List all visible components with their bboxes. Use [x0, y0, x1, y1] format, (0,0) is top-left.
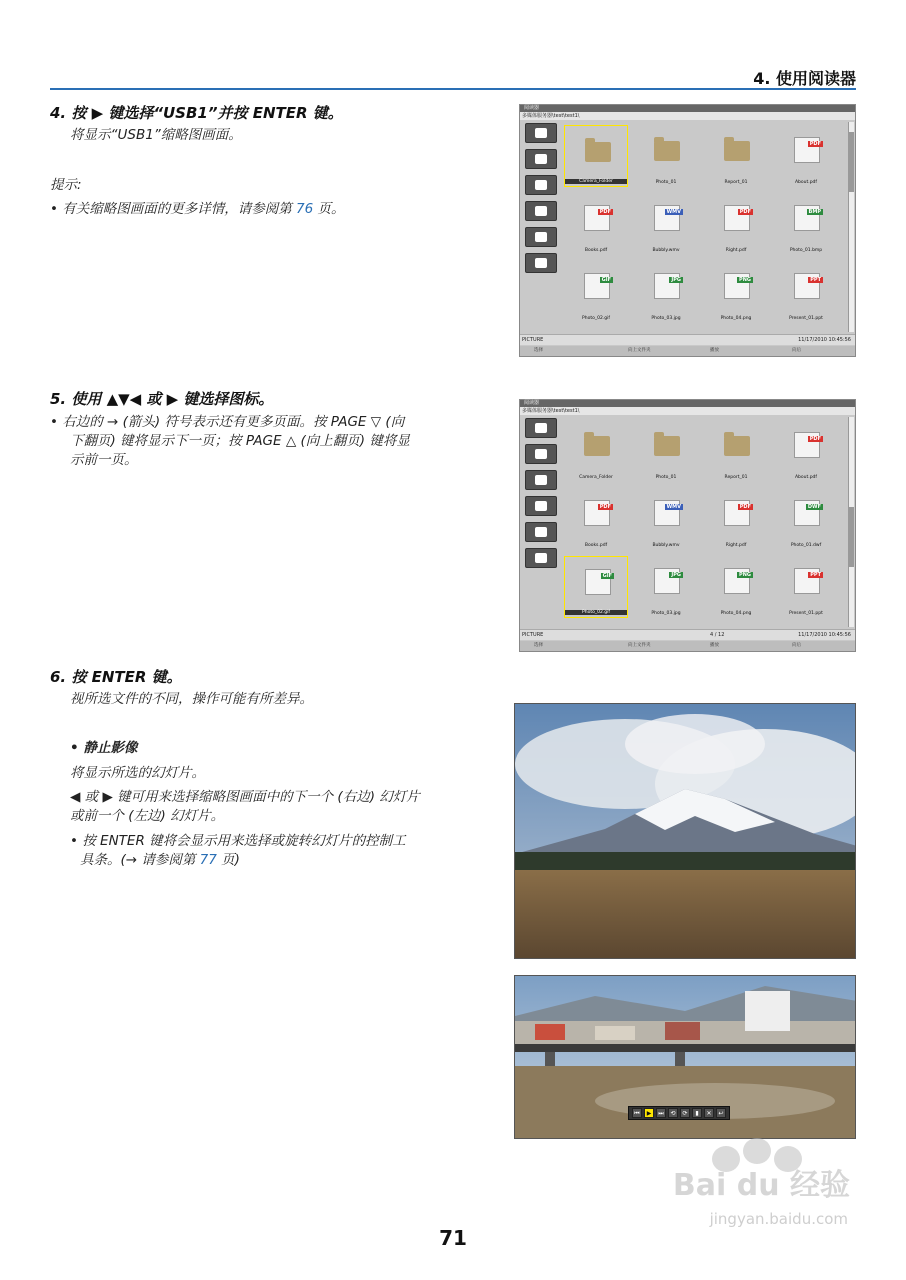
thumbnail-item[interactable] — [564, 261, 628, 323]
png-file-icon — [724, 568, 750, 594]
thumbnail-item[interactable] — [634, 261, 698, 323]
key-guide-3: 播放 — [710, 643, 719, 648]
folder-icon — [724, 141, 750, 161]
thumbnail-label: Bubbly.wmv — [652, 543, 680, 548]
scrollbar-thumb[interactable] — [849, 132, 854, 192]
file-type-tag: GIF — [602, 573, 612, 579]
slide-setting-icon[interactable] — [525, 470, 557, 490]
ppt-file-icon — [794, 568, 820, 594]
step4-desc: 将显示“USB1”缩略图画面。 — [70, 127, 242, 143]
scrollbar[interactable] — [848, 417, 854, 627]
thumbnail-label: About.pdf — [794, 475, 818, 480]
key-guide — [520, 641, 855, 651]
thumbnail-item[interactable] — [564, 420, 628, 482]
step5-bullet-line3: 示前一页。 — [70, 452, 138, 468]
thumbnail-icon[interactable] — [525, 444, 557, 464]
slideshow-control-toolbar — [628, 1106, 730, 1120]
viewer-sidebar — [522, 123, 560, 279]
thumbnail-item[interactable] — [704, 420, 768, 482]
thumbnail-item[interactable] — [774, 556, 838, 618]
pdf-file-icon — [584, 205, 610, 231]
town-photo — [514, 975, 856, 1139]
thumbnail-grid — [564, 125, 845, 332]
status-type: PICTURE — [522, 337, 544, 343]
thumbnail-label: Camera_Folder — [565, 179, 627, 184]
thumbnail-item[interactable] — [634, 488, 698, 550]
page-number: 71 — [439, 1226, 467, 1250]
pdf-file-icon — [584, 500, 610, 526]
viewer-path: 多媒体服务器\test\test1\ — [520, 407, 855, 415]
key-guide-4: 向后 — [792, 643, 801, 648]
watermark-url: jingyan.baidu.com — [709, 1210, 848, 1228]
file-type-tag: WMV — [666, 209, 681, 215]
dwf-file-icon — [794, 500, 820, 526]
thumbnail-item[interactable] — [564, 125, 628, 187]
scrollbar-thumb[interactable] — [849, 507, 854, 567]
status-bar — [520, 334, 855, 345]
system-setting-icon[interactable] — [525, 253, 557, 273]
thumbnail-label: Books.pdf — [584, 543, 608, 548]
toolbar-button[interactable]: ⟲ — [668, 1108, 678, 1118]
thumbnail-label: Present_01.ppt — [789, 316, 823, 321]
thumbnail-item[interactable] — [634, 193, 698, 255]
file-type-tag: JPG — [671, 277, 681, 283]
wmv-file-icon — [654, 205, 680, 231]
thumbnail-item[interactable] — [564, 488, 628, 550]
thumbnail-grid — [564, 420, 845, 627]
nav-line1: ◀ 或 ▶ 键可用来选择缩略图画面中的下一个 (右边) 幻灯片 — [70, 789, 420, 805]
file-type-tag: PDF — [599, 209, 611, 215]
thumbnail-item[interactable] — [774, 488, 838, 550]
folder-icon — [584, 436, 610, 456]
watermark-brand: Bai du 经验 — [672, 1168, 850, 1203]
status-timestamp: 11/17/2010 10:45:56 — [798, 632, 851, 638]
mountain-photo — [514, 703, 856, 959]
drive-list-icon[interactable] — [525, 496, 557, 516]
gif-file-icon — [585, 569, 611, 595]
toolbar-button[interactable]: ↩ — [716, 1108, 726, 1118]
nav-line2: 或前一个 (左边) 幻灯片。 — [70, 808, 225, 824]
tip-text-a: • 有关缩略图画面的更多详情，请参阅第 — [50, 201, 297, 217]
tip-label: 提示: — [50, 177, 82, 193]
toolbar-button[interactable]: ▮ — [692, 1108, 702, 1118]
viewer-sidebar — [522, 418, 560, 574]
tip-page-link[interactable]: 76 — [296, 201, 314, 217]
thumbnail-item[interactable] — [704, 261, 768, 323]
scrollbar[interactable] — [848, 122, 854, 332]
thumbnail-label: Photo_01.dwf — [790, 543, 822, 548]
thumbnail-item[interactable] — [704, 125, 768, 187]
thumbnail-item[interactable] — [634, 420, 698, 482]
chapter-title: 4. 使用阅读器 — [753, 69, 856, 88]
thumbnail-label: Right.pdf — [725, 543, 747, 548]
step5-heading: 5. 使用 ▲▼◀ 或 ▶ 键选择图标。 — [50, 390, 274, 408]
thumbnail-item[interactable] — [774, 193, 838, 255]
thumbnail-icon[interactable] — [525, 149, 557, 169]
status-type: PICTURE — [522, 632, 544, 638]
options-icon[interactable] — [525, 522, 557, 542]
bmp-file-icon — [794, 205, 820, 231]
pdf-file-icon — [724, 205, 750, 231]
toolbar-button[interactable]: ▶ — [644, 1108, 654, 1118]
key-guide-2: 向上文件夹 — [628, 643, 651, 648]
toolbar-button[interactable]: ⏭ — [656, 1108, 666, 1118]
toolbar-button[interactable]: ⏮ — [632, 1108, 642, 1118]
usb-icon[interactable] — [525, 123, 557, 143]
header-divider — [50, 88, 856, 90]
thumbnail-label: Photo_01 — [655, 475, 677, 480]
thumbnail-item[interactable] — [704, 556, 768, 618]
file-type-tag: BMP — [808, 209, 821, 215]
pdf-file-icon — [794, 137, 820, 163]
tip-text-b: 页。 — [313, 201, 345, 217]
viewer-title: 阅读器 — [520, 400, 855, 407]
thumbnail-item[interactable] — [774, 125, 838, 187]
file-type-tag: PPT — [810, 277, 821, 283]
thumbnail-item[interactable] — [704, 488, 768, 550]
thumbnail-label: Photo_01.bmp — [789, 248, 823, 253]
file-type-tag: PNG — [739, 277, 751, 283]
viewer-path: 多媒体服务器\test\test1\ — [520, 112, 855, 120]
wmv-file-icon — [654, 500, 680, 526]
key-guide-4: 向后 — [792, 348, 801, 353]
still-image-heading: • 静止影像 — [70, 740, 138, 756]
file-type-tag: WMV — [666, 504, 681, 510]
folder-icon — [724, 436, 750, 456]
thumbnail-label: Present_01.ppt — [789, 611, 823, 616]
thumbnail-label: About.pdf — [794, 180, 818, 185]
slide-setting-icon[interactable] — [525, 175, 557, 195]
folder-icon — [654, 436, 680, 456]
enter-line2 — [80, 851, 240, 870]
viewer-screenshot-1 — [519, 104, 856, 357]
thumbnail-label: Report_01 — [724, 180, 748, 185]
file-type-tag: PPT — [810, 572, 821, 578]
status-timestamp: 11/17/2010 10:45:56 — [798, 337, 851, 343]
thumbnail-label: Photo_02.gif — [565, 610, 627, 615]
thumbnail-item[interactable] — [564, 193, 628, 255]
thumbnail-item[interactable] — [774, 420, 838, 482]
viewer-screenshot-2 — [519, 399, 856, 652]
thumbnail-item[interactable] — [774, 261, 838, 323]
file-type-tag: PDF — [809, 141, 821, 147]
thumbnail-item[interactable] — [704, 193, 768, 255]
drive-list-icon[interactable] — [525, 201, 557, 221]
thumbnail-label: Report_01 — [724, 475, 748, 480]
key-guide — [520, 346, 855, 356]
enter-line2-a: 具条。(→ 请参阅第 — [80, 852, 200, 868]
key-guide-2: 向上文件夹 — [628, 348, 651, 353]
file-type-tag: PNG — [739, 572, 751, 578]
thumbnail-label: Photo_01 — [655, 180, 677, 185]
pdf-file-icon — [794, 432, 820, 458]
file-type-tag: PDF — [809, 436, 821, 442]
enter-line2-b: 页) — [216, 852, 240, 868]
file-type-tag: JPG — [671, 572, 681, 578]
folder-icon — [585, 142, 611, 162]
step4-heading: 4. 按 ▶ 键选择“USB1”并按 ENTER 键。 — [50, 104, 343, 122]
thumbnail-label: Photo_04.png — [720, 316, 752, 321]
thumbnail-label: Photo_03.jpg — [651, 611, 681, 616]
ppt-file-icon — [794, 273, 820, 299]
toolbar-button[interactable]: ⟳ — [680, 1108, 690, 1118]
step5-bullet-line1: • 右边的 → (箭头) 符号表示还有更多页面。按 PAGE ▽ (向 — [50, 414, 405, 430]
thumbnail-label: Books.pdf — [584, 248, 608, 253]
options-icon[interactable] — [525, 227, 557, 247]
thumbnail-label: Right.pdf — [725, 248, 747, 253]
file-type-tag: PDF — [739, 504, 751, 510]
thumbnail-label: Photo_03.jpg — [651, 316, 681, 321]
usb-icon[interactable] — [525, 418, 557, 438]
thumbnail-item[interactable] — [564, 556, 628, 618]
step6-desc: 视所选文件的不同，操作可能有所差异。 — [70, 691, 313, 707]
jpg-file-icon — [654, 273, 680, 299]
file-type-tag: PDF — [739, 209, 751, 215]
thumbnail-item[interactable] — [634, 125, 698, 187]
pdf-file-icon — [724, 500, 750, 526]
file-type-tag: DWF — [807, 504, 821, 510]
folder-icon — [654, 141, 680, 161]
enter-page-link[interactable]: 77 — [199, 852, 217, 868]
enter-line1: • 按 ENTER 键将会显示用来选择或旋转幻灯片的控制工 — [70, 833, 406, 849]
key-guide-1: 选择 — [534, 348, 543, 353]
still-image-desc: 将显示所选的幻灯片。 — [70, 765, 205, 781]
key-guide-1: 选择 — [534, 643, 543, 648]
thumbnail-item[interactable] — [634, 556, 698, 618]
mountain-photo-image — [515, 704, 856, 959]
step6-heading: 6. 按 ENTER 键。 — [50, 668, 182, 686]
toolbar-button[interactable]: ✕ — [704, 1108, 714, 1118]
jpg-file-icon — [654, 568, 680, 594]
thumbnail-label: Photo_04.png — [720, 611, 752, 616]
thumbnail-label: Photo_02.gif — [582, 316, 610, 321]
gif-file-icon — [584, 273, 610, 299]
viewer-title: 阅读器 — [520, 105, 855, 112]
png-file-icon — [724, 273, 750, 299]
file-type-tag: GIF — [601, 277, 611, 283]
system-setting-icon[interactable] — [525, 548, 557, 568]
key-guide-3: 播放 — [710, 348, 719, 353]
status-page: 4 / 12 — [710, 632, 725, 638]
step5-bullet-line2: 下翻页) 键将显示下一页；按 PAGE △ (向上翻页) 键将显 — [70, 433, 410, 449]
tip-text — [50, 200, 345, 219]
thumbnail-label: Bubbly.wmv — [652, 248, 680, 253]
thumbnail-label: Camera_Folder — [579, 475, 613, 480]
file-type-tag: PDF — [599, 504, 611, 510]
status-bar — [520, 629, 855, 640]
